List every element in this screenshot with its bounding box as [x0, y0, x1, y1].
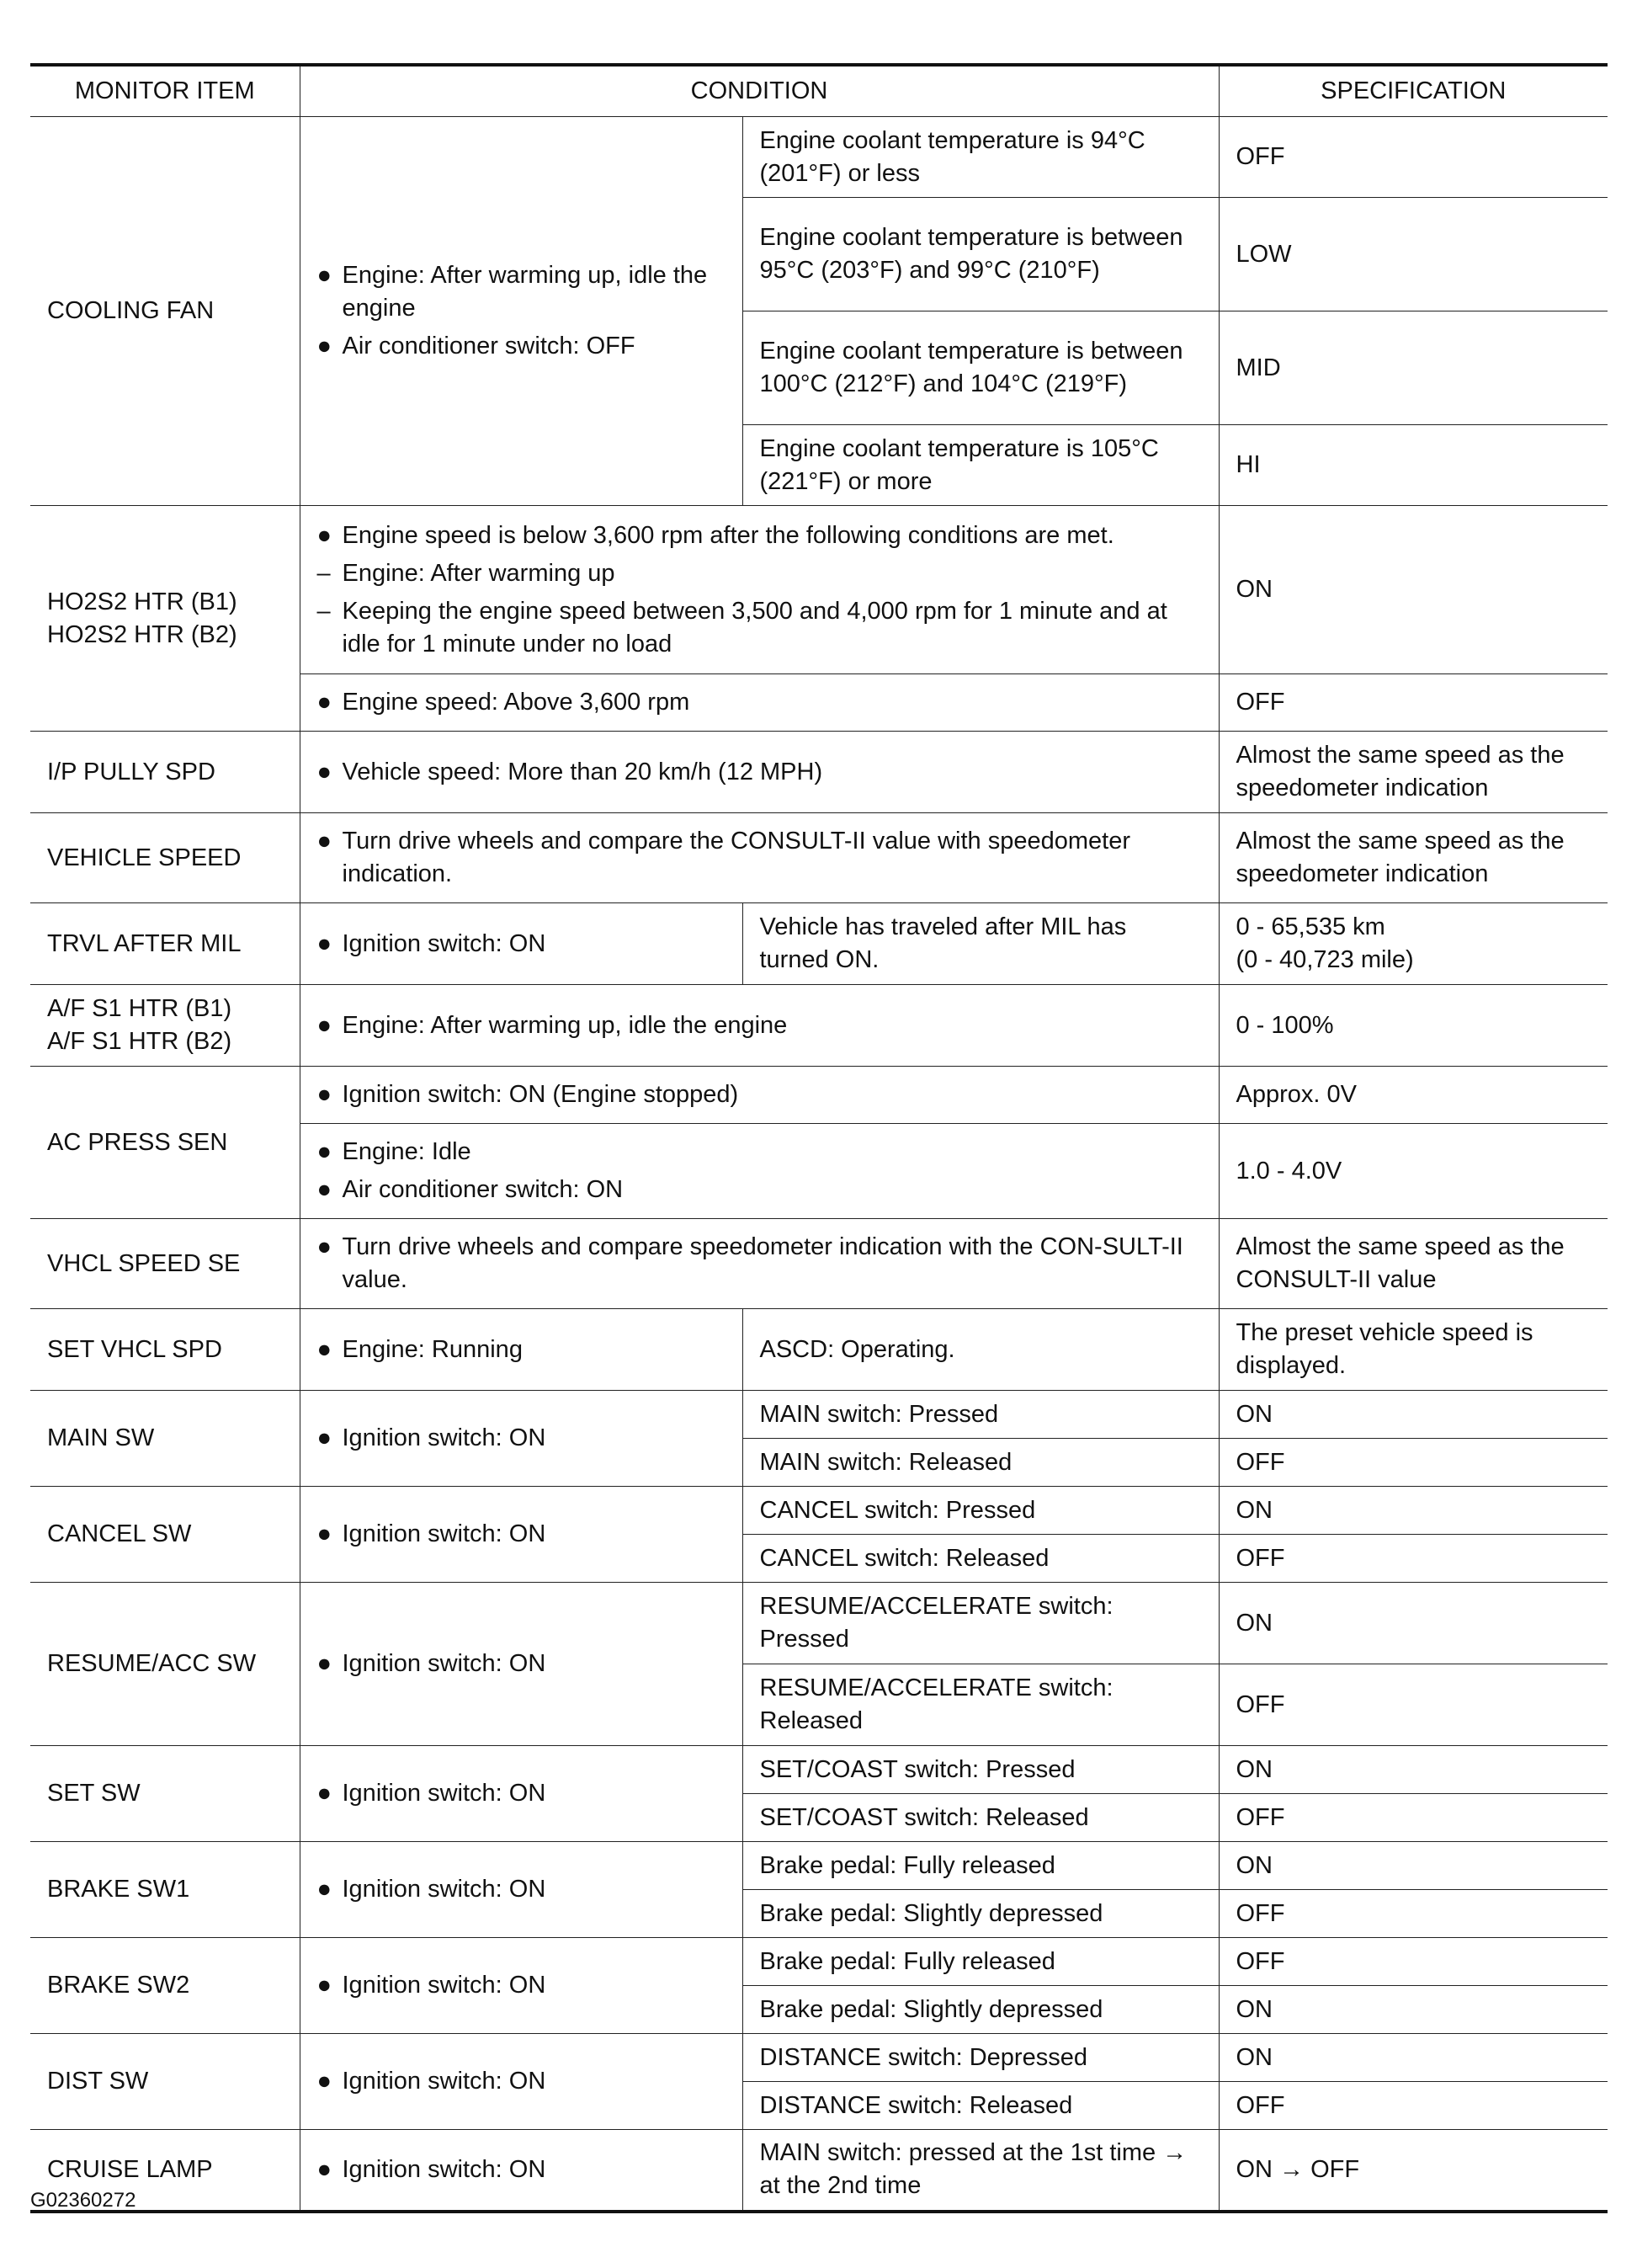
- bullet-item: ● Air conditioner switch: OFF: [317, 330, 725, 363]
- monitor-item-cell: TRVL AFTER MIL: [30, 903, 300, 985]
- specification-cell: OFF: [1219, 2082, 1608, 2130]
- bullet-icon: ●: [316, 1780, 332, 1807]
- sub-condition-cell: Engine coolant temperature is between 100°C (212°F) and 104°C (219°F): [742, 311, 1219, 425]
- bullet-icon: ●: [316, 1650, 332, 1677]
- sub-condition-cell: Engine coolant temperature is between 95°C (203°F) and 99°C (210°F): [742, 198, 1219, 311]
- sub-condition-cell: RESUME/ACCELERATE switch: Pressed: [742, 1583, 1219, 1664]
- bullet-icon: ●: [316, 1233, 332, 1260]
- specification-cell: 1.0 - 4.0V: [1219, 1124, 1608, 1219]
- sub-condition-cell: DISTANCE switch: Released: [742, 2082, 1219, 2130]
- sub-condition-cell: Brake pedal: Fully released: [742, 1938, 1219, 1986]
- sub-condition-cell: SET/COAST switch: Released: [742, 1794, 1219, 1842]
- sub-condition-cell: CANCEL switch: Released: [742, 1535, 1219, 1583]
- specification-cell: OFF: [1219, 1890, 1608, 1938]
- monitor-item-cell: MAIN SW: [30, 1391, 300, 1487]
- header-specification: SPECIFICATION: [1219, 65, 1608, 117]
- table-row: [30, 1309, 1608, 1391]
- condition-cell: [300, 2034, 742, 2130]
- specification-cell: ON: [1219, 1391, 1608, 1439]
- sub-condition-cell: MAIN switch: Pressed: [742, 1391, 1219, 1439]
- bullet-icon: ●: [316, 1972, 332, 1999]
- specification-cell: OFF: [1219, 1794, 1608, 1842]
- table-row: [30, 1487, 1608, 1535]
- bullet-icon: ●: [316, 521, 332, 549]
- bullet-item: ● Ignition switch: ON: [317, 2154, 725, 2186]
- table-row: [30, 2034, 1608, 2082]
- bullet-icon: ●: [316, 828, 332, 854]
- bullet-icon: ●: [316, 758, 332, 785]
- dash-item: – Engine: After warming up: [317, 557, 1202, 590]
- sub-condition-cell: Engine coolant temperature is 105°C (221°F) or more: [742, 425, 1219, 506]
- specification-cell: Almost the same speed as the speedometer indication: [1219, 732, 1608, 813]
- monitor-item-cell: VHCL SPEED SE: [30, 1219, 300, 1309]
- monitor-item-cell: VEHICLE SPEED: [30, 813, 300, 903]
- bullet-item: ● Engine: Running: [317, 1334, 725, 1366]
- specification-cell: Almost the same speed as the CONSULT-II value: [1219, 1219, 1608, 1309]
- sub-condition-cell: ASCD: Operating.: [742, 1309, 1219, 1391]
- monitor-item-cell: SET SW: [30, 1746, 300, 1842]
- bullet-icon: ●: [316, 1335, 332, 1363]
- bullet-item: ● Ignition switch: ON: [317, 1518, 725, 1551]
- monitor-item-cell: RESUME/ACC SW: [30, 1583, 300, 1746]
- condition-cell: [300, 1746, 742, 1842]
- monitor-item-cell: BRAKE SW1: [30, 1842, 300, 1938]
- table-row: [30, 1219, 1608, 1309]
- specification-cell: OFF: [1219, 1664, 1608, 1746]
- sub-condition-cell: MAIN switch: pressed at the 1st time → at the 2nd time: [742, 2130, 1219, 2212]
- condition-cell: [300, 2130, 742, 2212]
- condition-cell: [300, 1309, 742, 1391]
- bullet-icon: ●: [316, 929, 332, 957]
- sub-condition-cell: DISTANCE switch: Depressed: [742, 2034, 1219, 2082]
- bullet-icon: ●: [316, 2068, 332, 2095]
- specification-cell: ON: [1219, 1986, 1608, 2034]
- monitor-item-cell: I/P PULLY SPD: [30, 732, 300, 813]
- sub-condition-cell: Vehicle has traveled after MIL has turned ON.: [742, 903, 1219, 985]
- condition-cell: [300, 1842, 742, 1938]
- specification-cell: ON: [1219, 1746, 1608, 1794]
- bullet-item: ● Engine: Idle: [317, 1136, 1202, 1169]
- sub-condition-cell: CANCEL switch: Pressed: [742, 1487, 1219, 1535]
- header-condition: CONDITION: [300, 65, 1219, 117]
- table-row: [30, 1842, 1608, 1890]
- sub-condition-cell: Brake pedal: Slightly depressed: [742, 1986, 1219, 2034]
- bullet-item: ● Ignition switch: ON: [317, 2065, 725, 2098]
- condition-cell: [300, 674, 1219, 732]
- specification-cell: OFF: [1219, 117, 1608, 198]
- table-row: [30, 903, 1608, 985]
- bullet-item: ● Engine: After warming up, idle the engine: [317, 259, 725, 325]
- table-row: [30, 1391, 1608, 1439]
- specification-cell: Almost the same speed as the speedometer indication: [1219, 813, 1608, 903]
- table-row: [30, 117, 1608, 198]
- specification-cell: ON → OFF: [1219, 2130, 1608, 2212]
- bullet-item: ● Ignition switch: ON: [317, 1422, 725, 1455]
- dash-icon: –: [316, 559, 331, 587]
- specification-cell: ON: [1219, 1487, 1608, 1535]
- specification-cell: 0 - 100%: [1219, 985, 1608, 1067]
- condition-cell: [300, 1067, 1219, 1124]
- condition-cell: [300, 1391, 742, 1487]
- specification-cell: OFF: [1219, 1535, 1608, 1583]
- bullet-icon: ●: [316, 1011, 332, 1039]
- sub-condition-cell: Brake pedal: Fully released: [742, 1842, 1219, 1890]
- header-monitor-item: MONITOR ITEM: [30, 65, 300, 117]
- bullet-item: ● Ignition switch: ON: [317, 1777, 725, 1810]
- specification-cell: 0 - 65,535 km (0 - 40,723 mile): [1219, 903, 1608, 985]
- bullet-icon: ●: [316, 1176, 332, 1203]
- sub-condition-cell: MAIN switch: Released: [742, 1439, 1219, 1487]
- bullet-item: ● Air conditioner switch: ON: [317, 1174, 1202, 1206]
- condition-cell: [300, 1583, 742, 1746]
- monitor-item-cell: CANCEL SW: [30, 1487, 300, 1583]
- monitor-item-cell: AC PRESS SEN: [30, 1067, 300, 1219]
- bullet-icon: ●: [316, 2155, 332, 2183]
- specification-cell: MID: [1219, 311, 1608, 425]
- bullet-item: ● Ignition switch: ON: [317, 1648, 725, 1680]
- figure-code: G02360272: [30, 2189, 136, 2212]
- bullet-item: ● Ignition switch: ON: [317, 928, 725, 961]
- bullet-icon: ●: [316, 333, 332, 359]
- condition-cell: [300, 1487, 742, 1583]
- specification-cell: ON: [1219, 1842, 1608, 1890]
- specification-cell: ON: [1219, 2034, 1608, 2082]
- monitor-item-cell: BRAKE SW2: [30, 1938, 300, 2034]
- specification-cell: HI: [1219, 425, 1608, 506]
- monitor-item-cell: CRUISE LAMP: [30, 2130, 300, 2212]
- bullet-item: ● Ignition switch: ON: [317, 1969, 725, 2002]
- condition-cell: [300, 903, 742, 985]
- condition-cell: [300, 1938, 742, 2034]
- bullet-item: ● Turn drive wheels and compare the CONSULT-II value with speedometer indication.: [317, 825, 1202, 891]
- specification-cell: OFF: [1219, 1439, 1608, 1487]
- condition-cell: [300, 985, 1219, 1067]
- condition-cell: [300, 1124, 1219, 1219]
- table-row: [30, 2130, 1608, 2212]
- table-row: [30, 813, 1608, 903]
- sub-condition-cell: Engine coolant temperature is 94°C (201°F) or less: [742, 117, 1219, 198]
- condition-cell: [300, 813, 1219, 903]
- dash-icon: –: [316, 597, 331, 625]
- bullet-item: ● Engine speed is below 3,600 rpm after the following conditions are met.: [317, 519, 1202, 552]
- condition-cell: [300, 506, 1219, 674]
- table-row: [30, 985, 1608, 1067]
- bullet-icon: ●: [316, 1081, 332, 1108]
- condition-cell: [300, 1219, 1219, 1309]
- sub-condition-cell: RESUME/ACCELERATE switch: Released: [742, 1664, 1219, 1746]
- condition-cell: [300, 732, 1219, 813]
- condition-cell: [300, 117, 742, 506]
- monitor-spec-table: [30, 63, 1608, 2213]
- table-row: [30, 1938, 1608, 1986]
- monitor-item-cell: DIST SW: [30, 2034, 300, 2130]
- table-row: [30, 1067, 1608, 1124]
- table-header-row: [30, 65, 1608, 117]
- sub-condition-cell: Brake pedal: Slightly depressed: [742, 1890, 1219, 1938]
- bullet-item: ● Ignition switch: ON (Engine stopped): [317, 1078, 1202, 1111]
- monitor-item-cell: HO2S2 HTR (B1) HO2S2 HTR (B2): [30, 506, 300, 732]
- bullet-icon: ●: [316, 689, 332, 716]
- bullet-item: ● Turn drive wheels and compare speedometer indication with the CON-SULT-II value.: [317, 1231, 1202, 1296]
- monitor-item-cell: SET VHCL SPD: [30, 1309, 300, 1391]
- bullet-item: ● Engine: After warming up, idle the engine: [317, 1009, 1202, 1042]
- monitor-item-cell: A/F S1 HTR (B1) A/F S1 HTR (B2): [30, 985, 300, 1067]
- table-row: [30, 732, 1608, 813]
- specification-cell: The preset vehicle speed is displayed.: [1219, 1309, 1608, 1391]
- table-row: [30, 1583, 1608, 1664]
- bullet-icon: ●: [316, 1520, 332, 1547]
- table-row: [30, 1746, 1608, 1794]
- bullet-item: ● Vehicle speed: More than 20 km/h (12 MPH): [317, 756, 1202, 789]
- dash-item: – Keeping the engine speed between 3,500 and 4,000 rpm for 1 minute and at idle for 1 minute under no load: [317, 595, 1202, 661]
- bullet-item: ● Engine speed: Above 3,600 rpm: [317, 686, 1202, 719]
- specification-cell: OFF: [1219, 1938, 1608, 1986]
- bullet-icon: ●: [316, 1424, 332, 1451]
- bullet-item: ● Ignition switch: ON: [317, 1873, 725, 1906]
- specification-cell: Approx. 0V: [1219, 1067, 1608, 1124]
- bullet-icon: ●: [316, 262, 332, 289]
- sub-condition-cell: SET/COAST switch: Pressed: [742, 1746, 1219, 1794]
- bullet-icon: ●: [316, 1138, 332, 1165]
- specification-cell: OFF: [1219, 674, 1608, 732]
- specification-cell: ON: [1219, 506, 1608, 674]
- bullet-icon: ●: [316, 1876, 332, 1903]
- specification-cell: LOW: [1219, 198, 1608, 311]
- table-row: [30, 506, 1608, 674]
- monitor-item-cell: COOLING FAN: [30, 117, 300, 506]
- specification-cell: ON: [1219, 1583, 1608, 1664]
